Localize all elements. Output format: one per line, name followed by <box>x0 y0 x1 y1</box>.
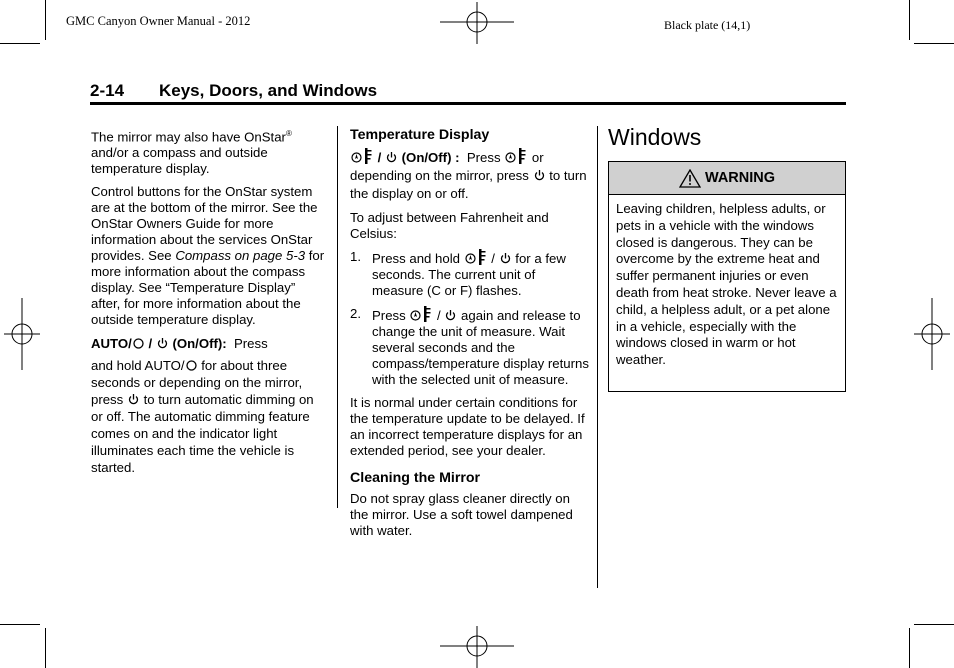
crop-mark <box>909 0 910 40</box>
list-item: 1. Press and hold / for a few seconds. The current unit of measure (C or F) flashes. <box>350 249 566 298</box>
compass-display-icon <box>465 252 476 265</box>
crop-mark <box>914 624 954 625</box>
onstar-paragraph: The mirror may also have OnStar® and/or a compass and outside temperature display. <box>91 129 292 177</box>
temperature-display-icon <box>478 249 487 265</box>
column-1 <box>91 126 327 483</box>
compass-reference: Compass on page 5-3 <box>175 248 306 264</box>
crop-mark <box>45 0 46 40</box>
normal-paragraph: It is normal under certain conditions for the temperature update to be delayed. If an incorrect temperature displays for an extended period, see your dealer. <box>350 395 585 458</box>
auto-dimming-icon <box>133 337 144 350</box>
auto-dimming-paragraph: AUTO/ / (On/Off): Press and hold AUTO/ for about three seconds or depending on the mirror, press to turn automatic dimming on or off. The automatic dimming feature comes on and the indicator light illuminates each time the vehicle is started. <box>91 336 314 476</box>
adjust-paragraph: To adjust between Fahrenheit and Celsius: <box>350 210 549 241</box>
power-icon <box>386 151 397 164</box>
onoff-paragraph: / (On/Off) : Press or depending on the mirror, press to turn the display on or off. <box>350 150 587 201</box>
manual-title: GMC Canyon Owner Manual - 2012 <box>66 14 251 28</box>
column-2 <box>350 127 590 546</box>
auto-dimming-icon <box>186 359 197 372</box>
power-icon <box>534 169 545 182</box>
temperature-display-icon <box>364 148 373 164</box>
warning-box <box>608 161 846 392</box>
compass-display-icon <box>410 309 421 322</box>
controls-paragraph: Control buttons for the OnStar system are at the bottom of the mirror. See the OnStar Owners Guide for more information about the services OnStar provides. See Compass on page 5-3 for more information about the compass display. See “Temperature Display” after, for more information about the outside temperature display. <box>91 184 325 328</box>
warning-text: Leaving children, helpless adults, or pets in a vehicle with the windows closed is dangerous. They can be overcome by the extreme heat and suffer permanent injuries or even death from heat stroke. Never leave a child, a helpless adult, or a pet alone in a vehicle, especially with the windows closed in warm or hot weather. <box>616 201 837 368</box>
temperature-display-icon <box>518 148 527 164</box>
compass-display-icon <box>351 151 362 164</box>
crop-mark <box>0 624 40 625</box>
temperature-display-heading: Temperature Display <box>350 127 490 143</box>
power-icon <box>128 393 139 406</box>
registration-mark: ® <box>285 129 292 138</box>
page-number: 2-14 <box>90 81 125 100</box>
registration-target <box>440 626 514 668</box>
column-divider <box>597 126 598 588</box>
warning-header <box>609 162 845 195</box>
steps-list <box>350 249 590 388</box>
list-item: 2. Press / again and release to change the unit of measure. Wait several seconds and the compass/temperature display returns with the selected unit of measure. <box>350 306 589 387</box>
registration-target <box>4 298 40 370</box>
crop-mark <box>45 628 46 668</box>
compass-display-icon <box>505 151 516 164</box>
section-header <box>90 80 846 104</box>
warning-triangle-icon <box>679 169 701 188</box>
cleaning-heading: Cleaning the Mirror <box>350 470 481 486</box>
section-rule <box>90 102 846 105</box>
crop-mark <box>914 43 954 44</box>
column-divider <box>337 126 338 508</box>
registration-target <box>914 298 950 370</box>
section-title: Keys, Doors, and Windows <box>159 81 378 100</box>
power-icon <box>445 309 456 322</box>
temperature-display-icon <box>423 306 432 322</box>
cleaning-paragraph: Do not spray glass cleaner directly on the mirror. Use a soft towel dampened with water. <box>350 491 573 538</box>
power-icon <box>500 252 511 265</box>
plate-label: Black plate (14,1) <box>664 18 751 32</box>
crop-mark <box>0 43 40 44</box>
power-icon <box>157 337 168 350</box>
crop-mark <box>909 628 910 668</box>
registration-target <box>440 2 514 44</box>
windows-title: Windows <box>608 124 702 150</box>
warning-label: WARNING <box>704 170 776 186</box>
